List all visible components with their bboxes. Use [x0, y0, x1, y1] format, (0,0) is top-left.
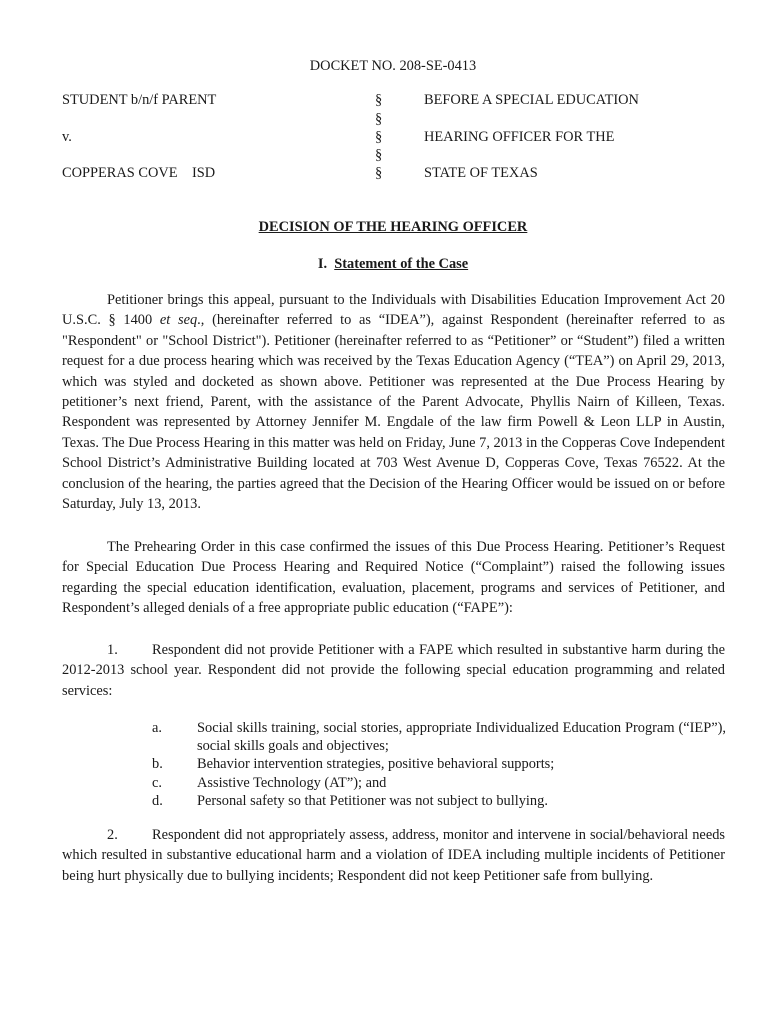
list-item-text: Personal safety so that Petitioner was not subject to bullying.	[197, 792, 548, 809]
section-heading	[0, 256, 770, 273]
list-item	[152, 792, 726, 810]
decision-title: DECISION OF THE HEARING OFFICER	[258, 219, 528, 235]
section-symbol: §	[375, 92, 383, 108]
caption-row	[62, 165, 742, 185]
caption-court: BEFORE A SPECIAL EDUCATION	[424, 92, 639, 108]
section-symbol: §	[375, 165, 383, 181]
section-number: I.	[317, 256, 328, 272]
list-item-text: Assistive Technology (AT”); and	[197, 774, 387, 791]
caption-row	[62, 147, 742, 167]
list-item-text: Social skills training, social stories, appropriate Individualized Education Program (“IEP”), social skills goals and objectives;	[197, 720, 726, 755]
list-item-letter: c.	[152, 774, 162, 791]
issue-number: 2.	[107, 827, 118, 843]
list-item-letter: d.	[152, 792, 163, 809]
section-symbol: §	[375, 111, 383, 127]
statement-paragraph	[62, 290, 725, 514]
list-item	[152, 719, 726, 755]
caption-party: STUDENT b/n/f PARENT	[62, 92, 217, 108]
caption-row	[62, 92, 742, 112]
issue-number: 1.	[107, 642, 118, 658]
caption-row	[62, 111, 742, 131]
caption-court: STATE OF TEXAS	[424, 165, 538, 181]
docket-number: DOCKET NO. 208-SE-0413	[309, 58, 477, 74]
issue-paragraph	[62, 640, 725, 701]
paragraph-text: ., (hereinafter referred to as “IDEA”), against Respondent (hereinafter referred to as "Respondent" or "School District"). Petitioner (hereinafter referred to as “Petitioner” or “Student”) filed a written request for a due process hearing which was received by the Texas Education Agency (“TEA”) on April 29, 2013, which was styled and docketed as shown above. Petitioner was represented at the Due Process Hearing by petitioner’s next friend, Parent, with the assistance of the Parent Advocate, Phyllis Nairn of Killeen, Texas. Respondent was represented by Attorney Jennifer M. Engdale of the law firm Powell & Leon LLP in Austin, Texas. The Due Process Hearing in this matter was held on Friday, June 7, 2013 in the Copperas Cove Independent School District’s Administrative Building located at 703 West Avenue D, Copperas Cove, Texas 76522. At the conclusion of the hearing, the parties agreed that the Decision of the Hearing Officer would be issued on or before Saturday, July 13, 2013.	[62, 312, 725, 513]
issue-text: Respondent did not appropriately assess, address, monitor and intervene in social/behavioral needs which resulted in substantive educational harm and a violation of IDEA including multiple incidents of Petitioner being hurt physically due to bullying incidents; Respondent did not keep Petitioner safe from bullying.	[62, 827, 725, 884]
list-item-letter: a.	[152, 720, 162, 736]
list-item	[152, 774, 726, 792]
paragraph-italic: et seq	[159, 312, 198, 329]
list-item-letter: b.	[152, 756, 163, 773]
caption-party: v.	[62, 129, 72, 145]
paragraph-text: Petitioner brings this appeal, pursuant to the Individuals with Disabilities Education Improvement Act 20 U.S.C. § 1400	[62, 292, 725, 329]
list-item	[152, 755, 726, 773]
section-symbol: §	[375, 129, 383, 145]
issues-intro-paragraph: The Prehearing Order in this case confirmed the issues of this Due Process Hearing. Petitioner’s Request for Special Education Due Process Hearing and Required Notice (“Complaint”) raised the following issues regarding the special education identification, evaluation, placement, programs and services of Petitioner, and Respondent’s alleged denials of a free appropriate public education (“FAPE”):	[62, 539, 725, 617]
section-symbol: §	[375, 147, 383, 163]
issue-paragraph	[62, 825, 725, 886]
list-item-text: Behavior intervention strategies, positive behavioral supports;	[197, 756, 555, 773]
caption-court: HEARING OFFICER FOR THE	[424, 129, 615, 145]
services-list	[152, 719, 726, 810]
caption-row	[62, 129, 742, 149]
caption-party: COPPERAS COVE ISD	[62, 165, 216, 181]
section-title: Statement of the Case	[334, 256, 469, 272]
issue-text: Respondent did not provide Petitioner with a FAPE which resulted in substantive harm during the 2012-2013 school year. Respondent did not provide the following special education programming and related services:	[62, 642, 725, 699]
